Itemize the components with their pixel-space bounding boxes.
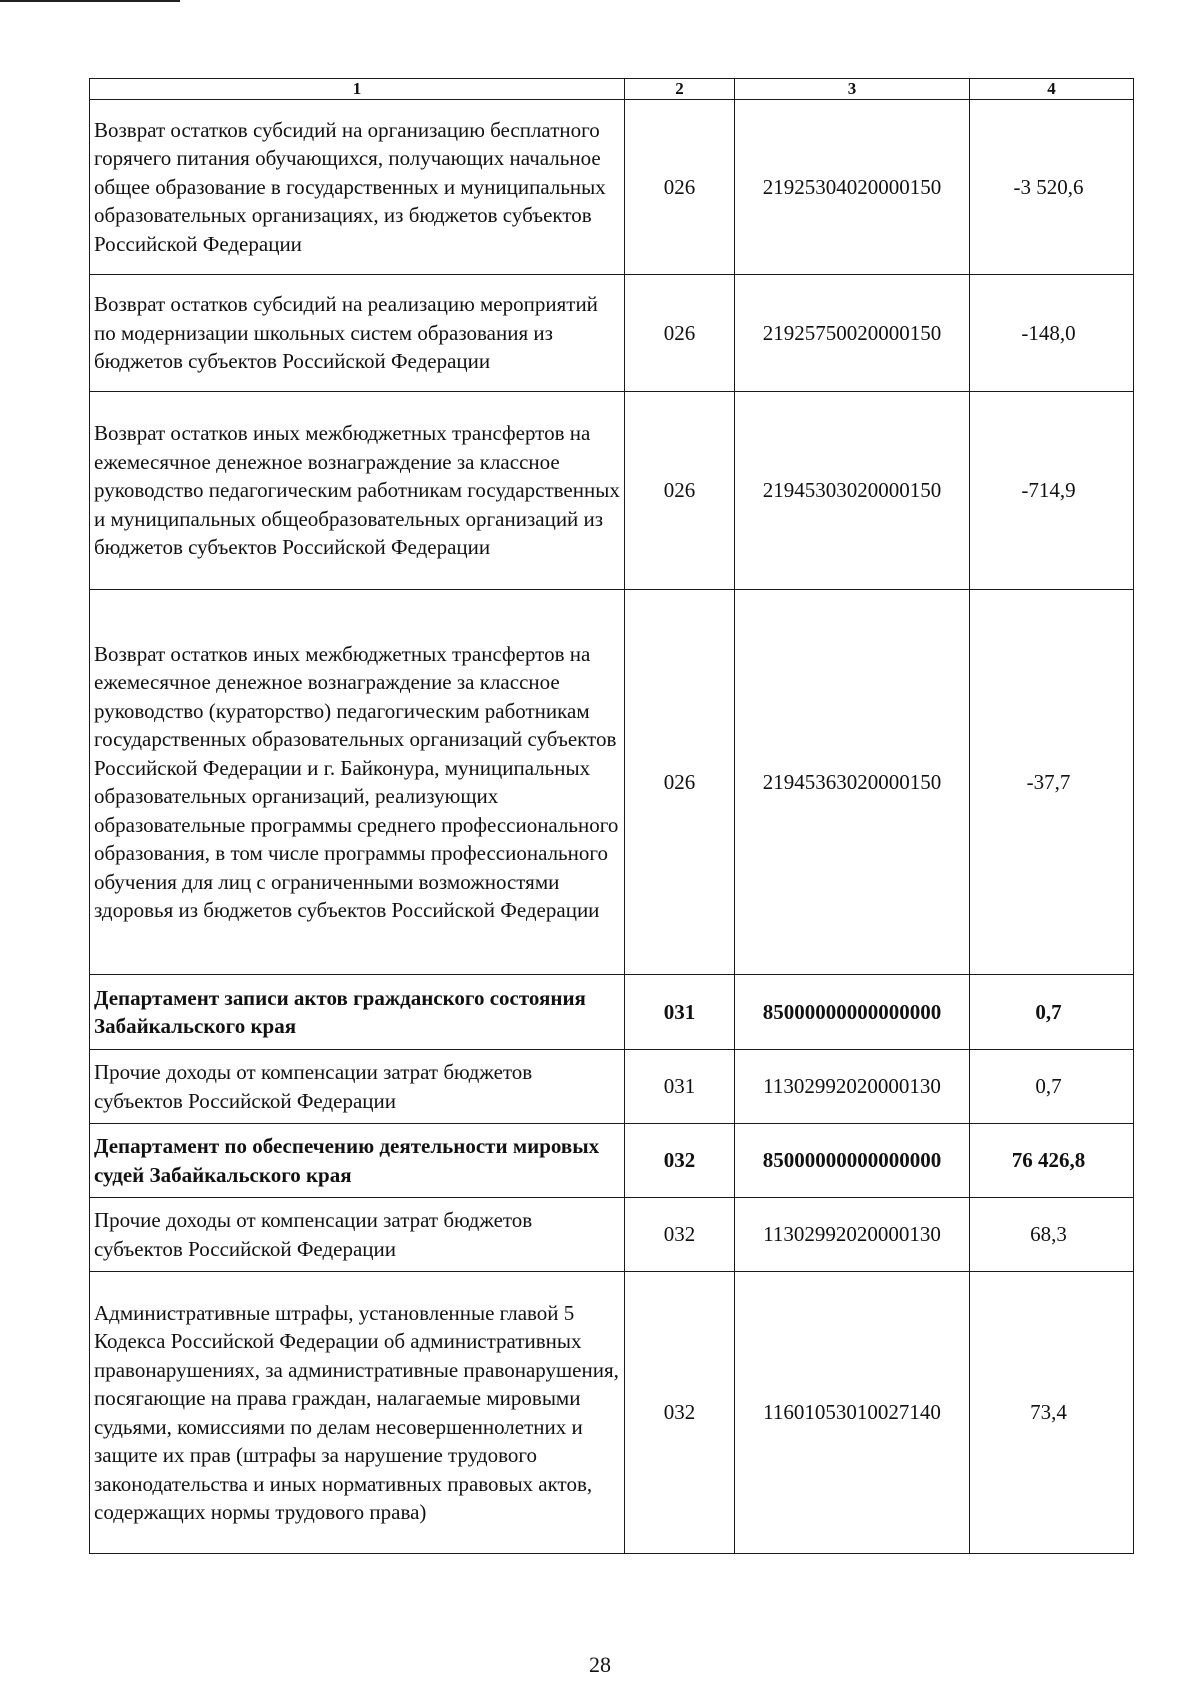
row-description: Возврат остатков субсидий на организацию бесплатного горячего питания обучающихся, получающих начальное общее образование в государственных и муниципальных образовательных организациях, из бюджетов субъектов Российской Федерации bbox=[90, 100, 625, 275]
table-header-row bbox=[90, 79, 1134, 100]
row-description: Прочие доходы от компенсации затрат бюджетов субъектов Российской Федерации bbox=[90, 1198, 625, 1272]
row-amount: -714,9 bbox=[970, 392, 1134, 590]
row-budget-code: 85000000000000000 bbox=[735, 975, 970, 1050]
row-description: Возврат остатков иных межбюджетных трансфертов на ежемесячное денежное вознаграждение за классное руководство (кураторство) педагогическим работникам государственных образовательных организаций субъектов Российской Федерации и г. Байконура, муниципальных образовательных организаций, реализующих образовательные программы среднего профессионального образования, в том числе программы профессионального обучения для лиц с ограниченными возможностями здоровья из бюджетов субъектов Российской Федерации bbox=[90, 590, 625, 975]
row-budget-code: 11302992020000130 bbox=[735, 1198, 970, 1272]
row-admin-code: 026 bbox=[625, 275, 735, 392]
row-admin-code: 026 bbox=[625, 590, 735, 975]
table-row bbox=[90, 275, 1134, 392]
row-budget-code: 11601053010027140 bbox=[735, 1272, 970, 1554]
header-col-1: 1 bbox=[90, 79, 625, 100]
row-budget-code: 21925750020000150 bbox=[735, 275, 970, 392]
row-admin-code: 026 bbox=[625, 100, 735, 275]
row-budget-code: 11302992020000130 bbox=[735, 1050, 970, 1124]
row-admin-code: 031 bbox=[625, 975, 735, 1050]
row-description: Возврат остатков иных межбюджетных трансфертов на ежемесячное денежное вознаграждение за классное руководство педагогическим работникам государственных и муниципальных общеобразовательных организаций из бюджетов субъектов Российской Федерации bbox=[90, 392, 625, 590]
row-admin-code: 026 bbox=[625, 392, 735, 590]
row-amount: -3 520,6 bbox=[970, 100, 1134, 275]
table-row bbox=[90, 392, 1134, 590]
table-row-department bbox=[90, 975, 1134, 1050]
row-amount: 76 426,8 bbox=[970, 1124, 1134, 1198]
row-description: Возврат остатков субсидий на реализацию мероприятий по модернизации школьных систем образования из бюджетов субъектов Российской Федерации bbox=[90, 275, 625, 392]
row-amount: 0,7 bbox=[970, 975, 1134, 1050]
table-row-department bbox=[90, 1124, 1134, 1198]
header-col-2: 2 bbox=[625, 79, 735, 100]
row-admin-code: 031 bbox=[625, 1050, 735, 1124]
row-description: Административные штрафы, установленные главой 5 Кодекса Российской Федерации об административных правонарушениях, за административные правонарушения, посягающие на права граждан, налагаемые мировыми судьями, комиссиями по делам несовершеннолетних и защите их прав (штрафы за нарушение трудового законодательства и иных нормативных правовых актов, содержащих нормы трудового права) bbox=[90, 1272, 625, 1554]
row-budget-code: 21945303020000150 bbox=[735, 392, 970, 590]
row-budget-code: 21925304020000150 bbox=[735, 100, 970, 275]
revenue-table bbox=[89, 78, 1134, 1554]
row-description: Прочие доходы от компенсации затрат бюджетов субъектов Российской Федерации bbox=[90, 1050, 625, 1124]
row-budget-code: 85000000000000000 bbox=[735, 1124, 970, 1198]
row-amount: -37,7 bbox=[970, 590, 1134, 975]
table-row bbox=[90, 100, 1134, 275]
row-amount: 68,3 bbox=[970, 1198, 1134, 1272]
table-row bbox=[90, 590, 1134, 975]
table-row bbox=[90, 1050, 1134, 1124]
header-col-3: 3 bbox=[735, 79, 970, 100]
row-amount: 0,7 bbox=[970, 1050, 1134, 1124]
row-description: Департамент по обеспечению деятельности мировых судей Забайкальского края bbox=[90, 1124, 625, 1198]
page-number: 28 bbox=[589, 1652, 611, 1677]
row-admin-code: 032 bbox=[625, 1272, 735, 1554]
table-row bbox=[90, 1198, 1134, 1272]
row-amount: 73,4 bbox=[970, 1272, 1134, 1554]
row-budget-code: 21945363020000150 bbox=[735, 590, 970, 975]
table-row bbox=[90, 1272, 1134, 1554]
top-rule bbox=[0, 0, 180, 2]
row-admin-code: 032 bbox=[625, 1124, 735, 1198]
row-admin-code: 032 bbox=[625, 1198, 735, 1272]
header-col-4: 4 bbox=[970, 79, 1134, 100]
row-description: Департамент записи актов гражданского состояния Забайкальского края bbox=[90, 975, 625, 1050]
row-amount: -148,0 bbox=[970, 275, 1134, 392]
